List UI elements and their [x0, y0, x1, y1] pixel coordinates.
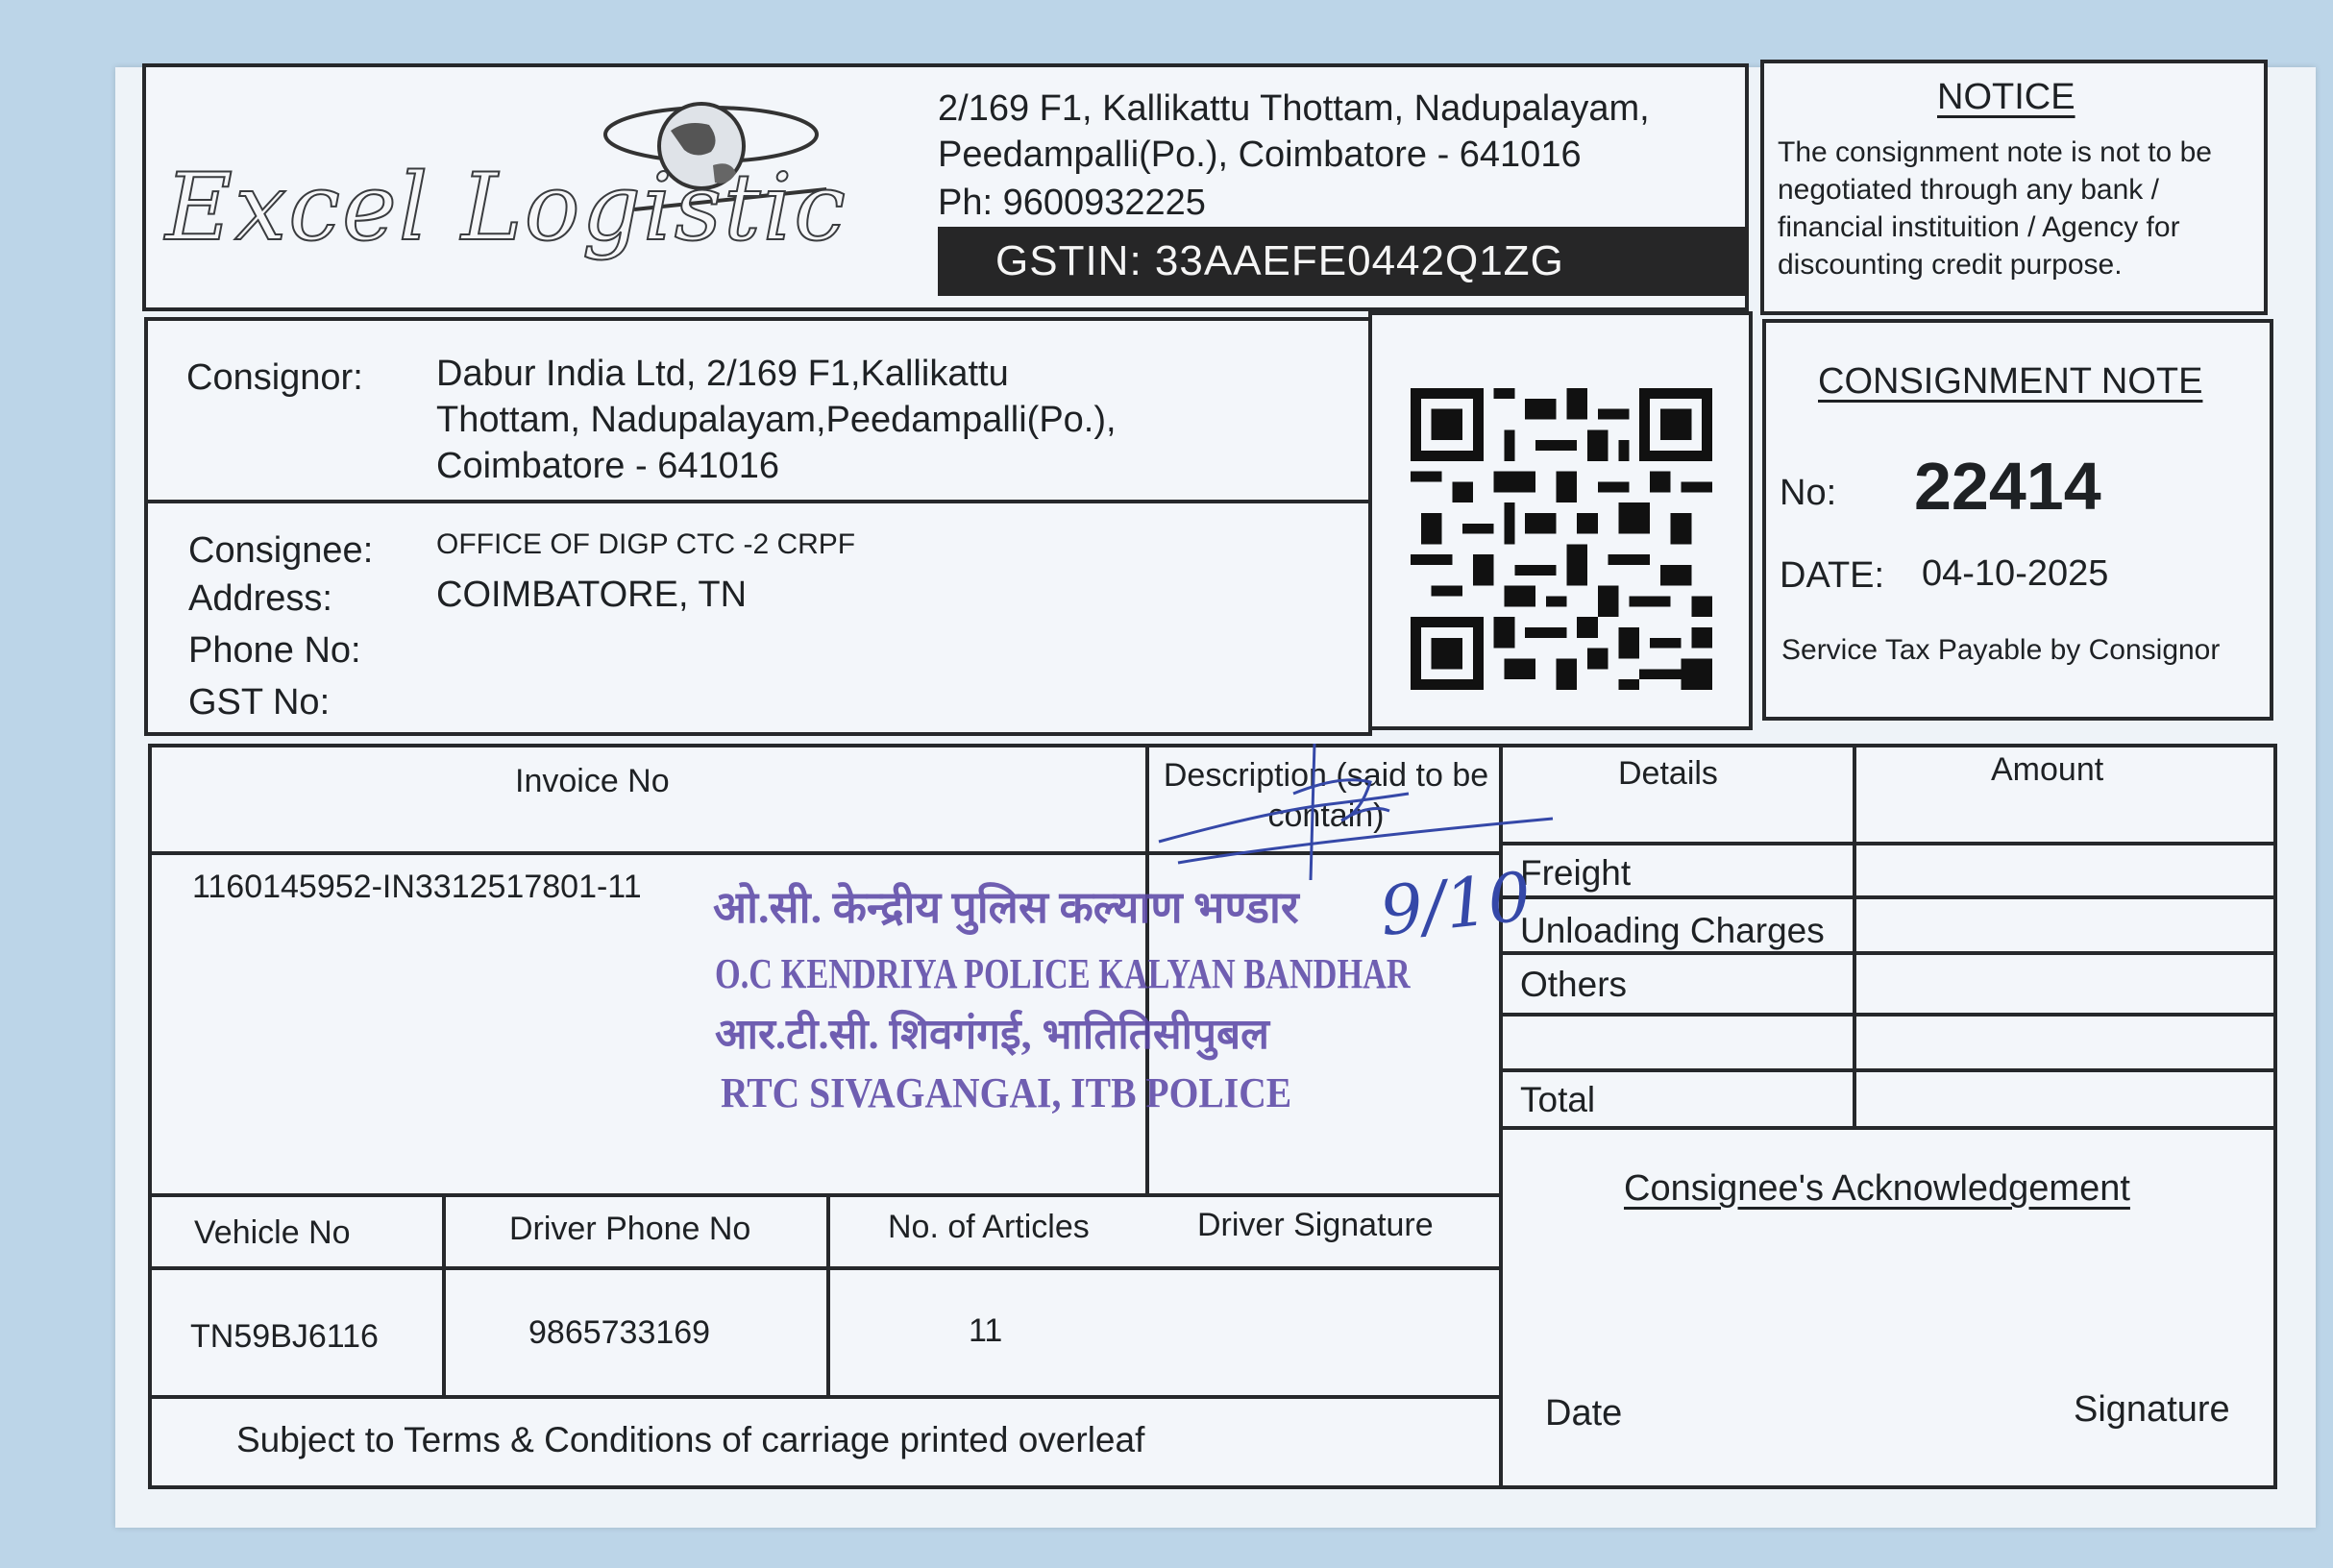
- company-address-line2: Peedampalli(Po.), Coimbatore - 641016: [938, 135, 1582, 175]
- terms-text: Subject to Terms & Conditions of carriage printed overleaf: [236, 1420, 1145, 1459]
- address-value: COIMBATORE, TN: [436, 575, 748, 615]
- header-articles: No. of Articles: [888, 1209, 1090, 1245]
- articles-value: 11: [969, 1312, 1003, 1349]
- notice-line2: negotiated through any bank /: [1778, 174, 2159, 206]
- note-date-value: 04-10-2025: [1922, 553, 2109, 594]
- header-invoice-no: Invoice No: [515, 763, 670, 799]
- company-phone: Ph: 9600932225: [938, 183, 1206, 223]
- ack-date-label: Date: [1545, 1393, 1623, 1433]
- consignor-line3: Coimbatore - 641016: [436, 446, 779, 486]
- notice-line4: discounting credit purpose.: [1778, 249, 2123, 281]
- details-others: Others: [1520, 965, 1628, 1004]
- notice-line1: The consignment note is not to be: [1778, 136, 2212, 168]
- details-total: Total: [1520, 1080, 1596, 1119]
- stamp-line4: RTC SIVAGANGAI, ITB POLICE: [721, 1069, 1292, 1116]
- gstin-bar: GSTIN: 33AAEFE0442Q1ZG: [938, 227, 1749, 296]
- stamp-line1: ओ.सी. केन्द्रीय पुलिस कल्याण भण्डार: [713, 883, 1299, 932]
- invoice-number-value: 1160145952-IN3312517801-11: [192, 869, 642, 905]
- note-no-value: 22414: [1914, 449, 2101, 524]
- note-date-label: DATE:: [1780, 555, 1885, 596]
- header-driver-phone: Driver Phone No: [509, 1211, 751, 1247]
- gst-label: GST No:: [188, 682, 331, 723]
- service-tax-text: Service Tax Payable by Consignor: [1781, 634, 2221, 666]
- notice-line3: financial instituition / Agency for: [1778, 211, 2180, 243]
- header-details: Details: [1618, 755, 1718, 792]
- consignment-note-title: CONSIGNMENT NOTE: [1818, 361, 2203, 402]
- stamp-line3: आर.टी.सी. शिवगंगई, भातितिसीपुबल: [715, 1011, 1269, 1058]
- consignee-label: Consignee:: [188, 530, 374, 571]
- header-amount: Amount: [1991, 751, 2104, 788]
- consignor-line1: Dabur India Ltd, 2/169 F1,Kallikattu: [436, 354, 1009, 394]
- details-unloading-charges: Unloading Charges: [1520, 911, 1825, 950]
- note-no-label: No:: [1780, 473, 1837, 513]
- consignor-label: Consignor:: [186, 357, 363, 398]
- notice-title: NOTICE: [1937, 77, 2075, 117]
- company-logo-text: Excel Logistic: [165, 154, 848, 261]
- consignor-line2: Thottam, Nadupalayam,Peedampalli(Po.),: [436, 400, 1117, 440]
- consignee-acknowledgement-title: Consignee's Acknowledgement: [1624, 1168, 2130, 1209]
- qr-code-icon: [1409, 388, 1714, 690]
- phone-label: Phone No:: [188, 630, 361, 671]
- stamp-line2: O.C KENDRIYA POLICE KALYAN BANDHAR: [715, 950, 1411, 997]
- driver-phone-value: 9865733169: [528, 1314, 711, 1351]
- header-driver-signature: Driver Signature: [1197, 1207, 1434, 1243]
- header-description: Description (said to be contain): [1163, 757, 1489, 834]
- ack-signature-label: Signature: [2074, 1389, 2230, 1430]
- details-freight: Freight: [1520, 853, 1632, 893]
- address-label: Address:: [188, 578, 332, 619]
- company-address-line1: 2/169 F1, Kallikattu Thottam, Nadupalayam,: [938, 88, 1650, 129]
- handwritten-date: 9/10: [1376, 857, 1535, 951]
- consignee-value: OFFICE OF DIGP CTC -2 CRPF: [436, 528, 856, 560]
- vehicle-no-value: TN59BJ6116: [190, 1318, 379, 1355]
- header-vehicle-no: Vehicle No: [194, 1214, 351, 1251]
